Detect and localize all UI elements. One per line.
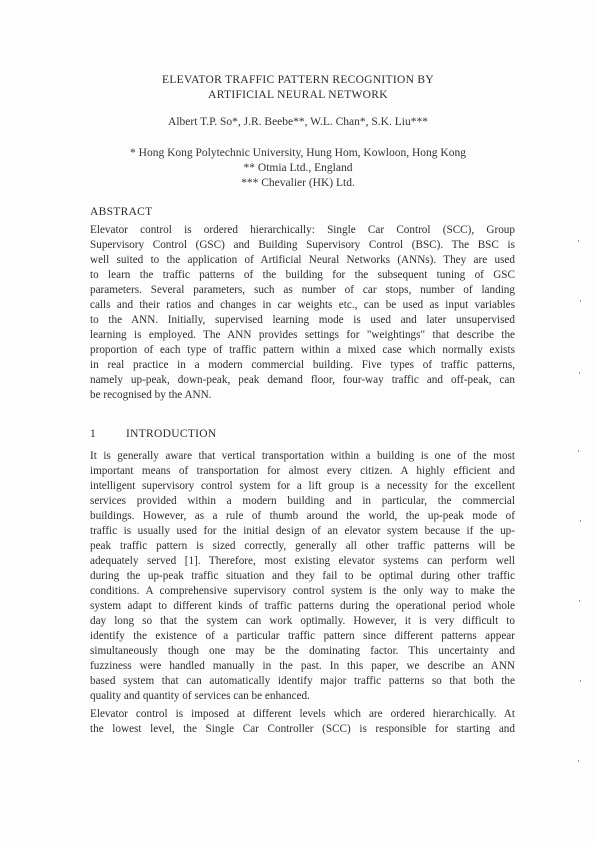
intro-line: It is generally aware that vertical transportation within a building is one of the most <box>90 450 515 462</box>
intro-line: adequately served [1]. Therefore, most existing elevator systems can perform well <box>90 555 515 567</box>
intro-line: important means of transportation for almost every citizen. A highly efficient and <box>90 465 515 477</box>
intro-line: quality and quantity of services can be enhanced. <box>90 690 310 702</box>
abstract-line: learning is employed. The ANN provides settings for "weightings" that describe the <box>90 329 515 341</box>
abstract-line: proportion of each type of traffic pattern within a mixed case which normally exists <box>90 344 515 356</box>
intro-line: fuzziness were handled manually in the past. In this paper, we describe an ANN <box>90 660 515 672</box>
abstract-line: Elevator control is ordered hierarchically: Single Car Control (SCC), Group <box>90 224 515 236</box>
intro-line: services provided within a modern building and in particular, the commercial <box>90 495 515 507</box>
abstract-line: parameters. Several parameters, such as number of car stops, number of landing <box>90 284 515 296</box>
scan-speck <box>580 680 581 682</box>
paper-title-line-2: ARTIFICIAL NEURAL NETWORK <box>208 89 388 101</box>
section-title: INTRODUCTION <box>126 428 217 440</box>
intro-line: traffic is usually used for the initial design of an elevator system because if the up- <box>90 525 515 537</box>
intro-line: Elevator control is imposed at different levels which are ordered hierarchically. At <box>90 708 515 720</box>
intro-line: the lowest level, the Single Car Controller (SCC) is responsible for starting and <box>90 723 515 735</box>
affiliation-3: *** Chevalier (HK) Ltd. <box>241 177 355 189</box>
section-number: 1 <box>90 428 97 440</box>
introduction-paragraph-1 <box>90 449 515 704</box>
abstract-heading: ABSTRACT <box>90 206 153 218</box>
intro-line: intelligent supervisory control system for a lift group is a necessity for the excellent <box>90 480 515 492</box>
affiliation-2: ** Otmia Ltd., England <box>243 162 353 174</box>
intro-line: buildings. However, as a rule of thumb around the world, the up-peak mode of <box>90 510 515 522</box>
introduction-heading <box>90 428 216 440</box>
affiliation-1: * Hong Kong Polytechnic University, Hung Hom, Kowloon, Hong Kong <box>130 147 466 159</box>
intro-line: based system that can automatically identify major traffic patterns so that both the <box>90 675 515 687</box>
intro-line: day long so that the system can work optimally. However, it is very difficult to <box>90 615 515 627</box>
abstract-line: be recognised by the ANN. <box>90 389 212 401</box>
abstract-line: Supervisory Control (GSC) and Building Supervisory Control (BSC). The BSC is <box>90 239 515 251</box>
intro-line: peak traffic pattern is sized correctly, generally all other traffic patterns will be <box>90 540 515 552</box>
intro-line: simultaneously though one may be the dominating factor. This uncertainty and <box>90 645 515 657</box>
abstract-line: to the ANN. Initially, supervised learning mode is used and later unsupervised <box>90 314 515 326</box>
intro-line: conditions. A comprehensive supervisory control system is the only way to make the <box>90 585 515 597</box>
abstract-paragraph <box>90 223 515 403</box>
abstract-line: calls and their ratios and changes in car weights etc., can be used as input variables <box>90 299 515 311</box>
scan-speck <box>580 300 581 302</box>
scan-speck <box>579 372 580 374</box>
abstract-line: well suited to the application of Artificial Neural Networks (ANNs). They are used <box>90 254 515 266</box>
paper-title-line-1: ELEVATOR TRAFFIC PATTERN RECOGNITION BY <box>162 74 434 86</box>
abstract-line: namely up-peak, down-peak, peak demand floor, four-way traffic and off-peak, can <box>90 374 515 386</box>
scan-speck <box>578 450 579 452</box>
intro-line: system adapt to different kinds of traffic patterns during the operational period whole <box>90 600 515 612</box>
scan-speck <box>578 240 579 242</box>
author-list: Albert T.P. So*, J.R. Beebe**, W.L. Chan*, S.K. Liu*** <box>168 116 428 128</box>
scan-speck <box>579 600 580 602</box>
scan-speck <box>580 520 581 522</box>
intro-line: identify the existence of a particular traffic pattern since different patterns appear <box>90 630 515 642</box>
scan-speck <box>578 760 579 762</box>
introduction-paragraph-2 <box>90 707 515 737</box>
abstract-line: in real practice in a modern commercial building. Five types of traffic patterns, <box>90 359 515 371</box>
intro-line: during the up-peak traffic situation and they fail to be optimal during other traffic <box>90 570 515 582</box>
abstract-line: to learn the traffic patterns of the building for the subsequent tuning of GSC <box>90 269 515 281</box>
